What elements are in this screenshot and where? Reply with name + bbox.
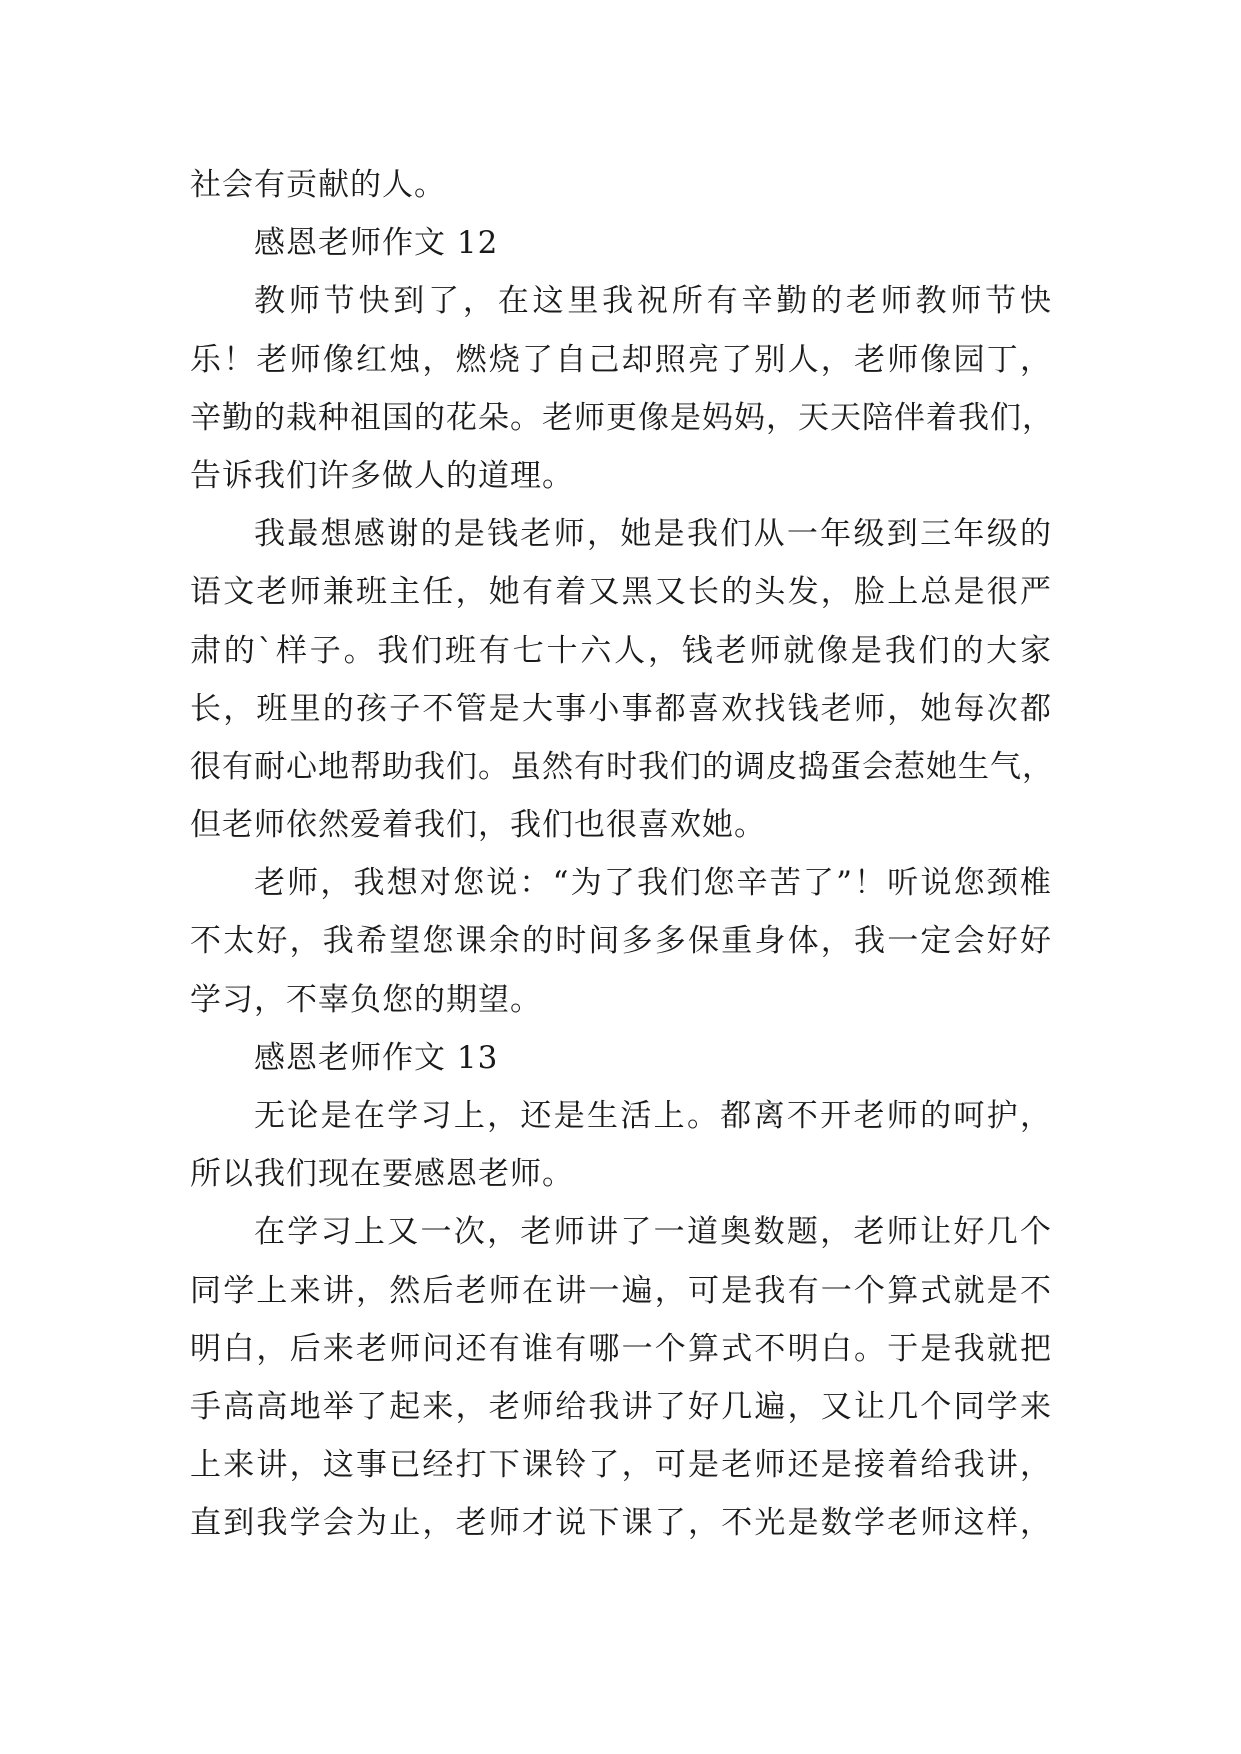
- text-line: 上来讲，这事已经打下课铃了，可是老师还是接着给我讲，: [190, 1447, 1052, 1484]
- text-line: 告诉我们许多做人的道理。: [190, 457, 574, 494]
- body-text: [190, 156, 1052, 1553]
- text-line: 明白，后来老师问还有谁有哪一个算式不明白。于是我就把: [190, 1330, 1052, 1367]
- text-line: 直到我学会为止，老师才说下课了，不光是数学老师这样，: [190, 1505, 1052, 1542]
- text-line: 但老师依然爱着我们，我们也很喜欢她。: [190, 807, 766, 844]
- text-line: 教师节快到了，在这里我祝所有辛勤的老师教师节快: [254, 283, 1052, 320]
- text-line: 无论是在学习上，还是生活上。都离不开老师的呵护，: [254, 1098, 1052, 1134]
- text-line: 长，班里的孩子不管是大事小事都喜欢找钱老师，她每次都: [190, 690, 1052, 727]
- text-line: 所以我们现在要感恩老师。: [190, 1156, 574, 1193]
- text-line: 不太好，我希望您课余的时间多多保重身体，我一定会好好: [190, 923, 1052, 960]
- text-line: 我最想感谢的是钱老师，她是我们从一年级到三年级的: [254, 516, 1052, 553]
- essay-heading: 感恩老师作文 12: [254, 225, 499, 262]
- text-line: 社会有贡献的人。: [190, 167, 446, 203]
- text-line: 手高高地举了起来，老师给我讲了好几遍，又让几个同学来: [190, 1388, 1052, 1425]
- text-line: 同学上来讲，然后老师在讲一遍，可是我有一个算式就是不: [190, 1272, 1052, 1309]
- text-line: 在学习上又一次，老师讲了一道奥数题，老师让好几个: [254, 1214, 1052, 1251]
- text-line: 很有耐心地帮助我们。虽然有时我们的调皮捣蛋会惹她生气，: [190, 748, 1054, 785]
- text-line: 辛勤的栽种祖国的花朵。老师更像是妈妈，天天陪伴着我们，: [190, 399, 1054, 436]
- text-line: 乐！老师像红烛，燃烧了自己却照亮了别人，老师像园丁，: [190, 341, 1052, 378]
- text-line: 老师，我想对您说：“为了我们您辛苦了”！听说您颈椎: [254, 865, 1052, 902]
- essay-heading: 感恩老师作文 13: [254, 1039, 499, 1076]
- text-line: 语文老师兼班主任，她有着又黑又长的头发，脸上总是很严: [190, 574, 1052, 611]
- text-line: 肃的`样子。我们班有七十六人，钱老师就像是我们的大家: [190, 632, 1052, 669]
- text-line: 学习，不辜负您的期望。: [190, 981, 542, 1018]
